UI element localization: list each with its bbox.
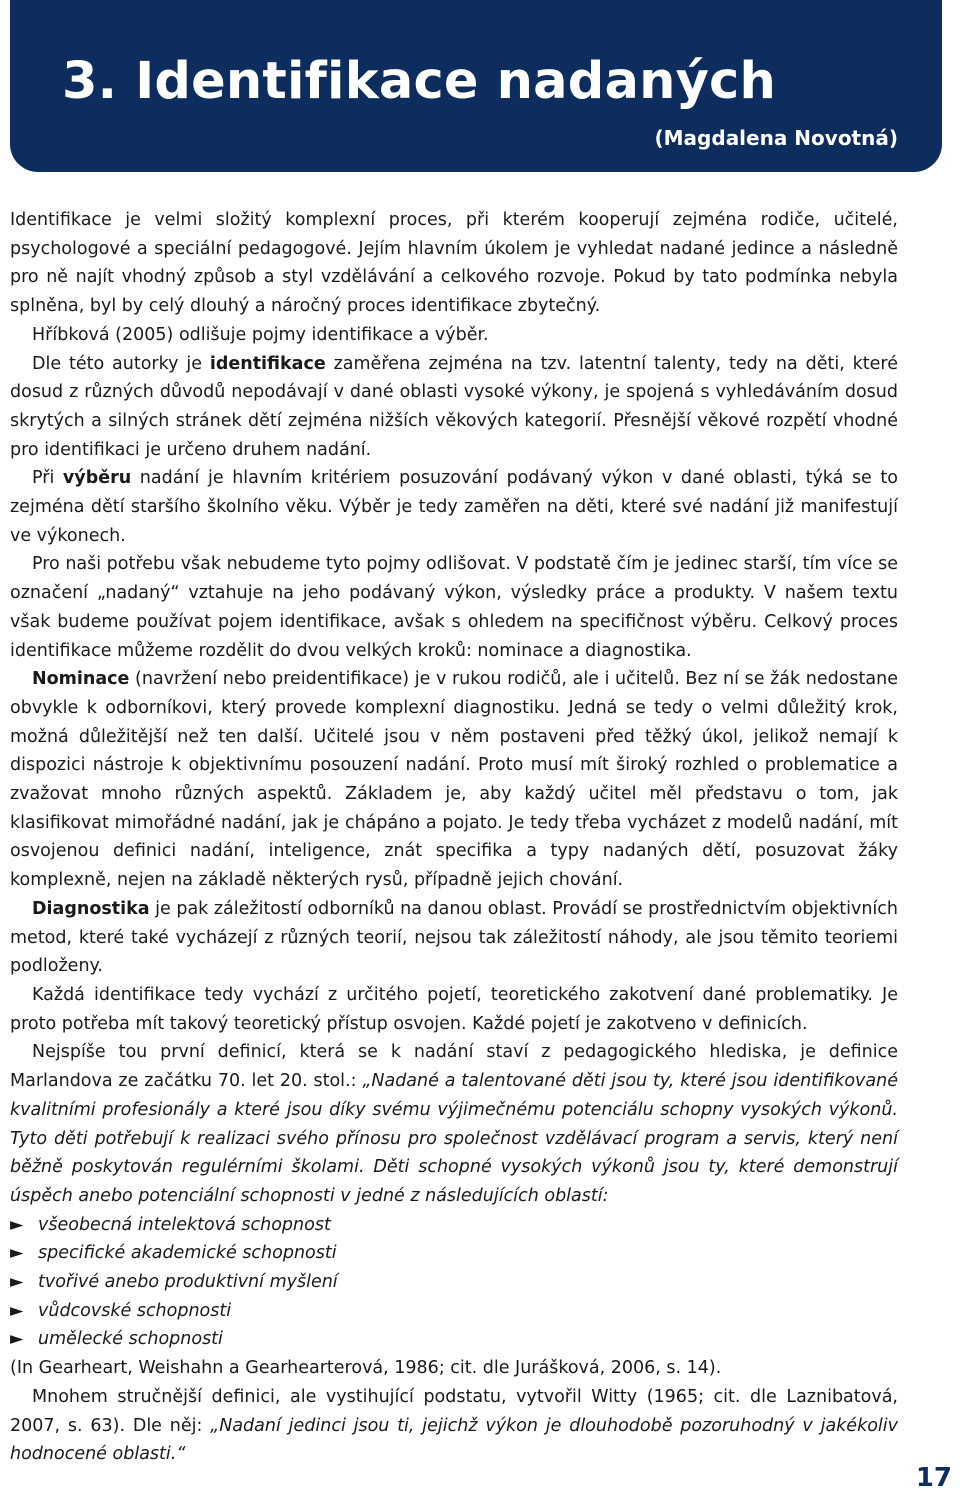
triangle-bullet-icon: ►	[10, 1272, 24, 1293]
text-span: zaměřena zejména na tzv. latentní talenty, tedy na děti, které dosud z různých důvodů nepodávají v dané oblasti vysoké výkony, je spojená s vyhledáváním dosud skrytých a silných stránek dětí zejména nižších věkových kategorií. Přesnější věkové rozpětí vhodné pro identifikaci je určeno druhem nadání.	[10, 353, 898, 460]
text-span: nadání je hlavním kritériem posuzování podávaný výkon v dané oblasti, týká se to zejména dětí staršího školního věku. Výběr je tedy zaměřen na děti, které své nadání již manifestují ve výkonech.	[10, 468, 898, 546]
paragraph-diagnostika	[10, 895, 898, 981]
paragraph-intro: Identifikace je velmi složitý komplexní proces, při kterém kooperují zejména rodiče, učitelé, psychologové a speciální pedagogové. Jejím hlavním úkolem je vyhledat nadané jedince a následně pro ně najít vhodný způsob a styl vzdělávání a celkového rozvoje. Pokud by tato podmínka nebyla splněna, byl by celý dlouhý a náročný proces identifikace zbytečný.	[10, 210, 898, 317]
paragraph-identifikace	[10, 350, 898, 465]
paragraph-vyber	[10, 464, 898, 550]
list-item-label: umělecké schopnosti	[38, 1329, 223, 1350]
triangle-bullet-icon: ►	[10, 1243, 24, 1264]
bold-term-identifikace: identifikace	[209, 353, 326, 374]
text-span: Dle této autorky je	[32, 353, 210, 374]
text-span: Nejspíše tou první definicí, která se k nadání staví z pedagogického hlediska, je definice Marlandova ze začátku 70. let 20. stol.:	[10, 1042, 898, 1092]
paragraph-witty	[10, 1383, 898, 1469]
paragraph-pojeti: Každá identifikace tedy vychází z určitého pojetí, teoretického zakotvení dané problematiky. Je proto potřeba mít takový teoretický přístup osvojen. Každé pojetí je zakotveno v definicích.	[10, 984, 898, 1034]
list-item	[10, 1325, 898, 1354]
chapter-author: (Magdalena Novotná)	[654, 126, 898, 150]
text-span: Mnohem stručnější definici, ale vystihující podstatu, vytvořil Witty (1965; cit. dle Laznibatová, 2007, s. 63). Dle něj:	[10, 1386, 898, 1436]
quote-marland: „Nadané a talentované děti jsou ty, které jsou identifikované kvalitními profesionály a které jsou díky svému výjimečnému potenciálu schopny vysokých výkonů. Tyto děti potřebují k realizaci svého přínosu pro společnost vzdělávací program a servis, který není běžně poskytován regulérními školami. Děti schopné vysokých výkonů jsou ty, které demonstrují úspěch anebo potenciální schopnosti v jedné z následujících oblastí:	[10, 1071, 898, 1206]
paragraph-marland	[10, 1038, 898, 1210]
list-item-label: tvořivé anebo produktivní myšlení	[38, 1272, 338, 1293]
bold-term-diagnostika: Diagnostika	[32, 898, 150, 919]
list-item-label: vůdcovské schopnosti	[38, 1300, 232, 1321]
list-item	[10, 1239, 898, 1268]
chapter-title: 3. Identifikace nadaných	[62, 52, 776, 111]
chapter-banner	[10, 0, 942, 172]
list-item	[10, 1211, 898, 1240]
triangle-bullet-icon: ►	[10, 1329, 24, 1350]
list-item	[10, 1297, 898, 1326]
list-item-label: všeobecná intelektová schopnost	[38, 1214, 331, 1235]
page-number: 17	[915, 1463, 952, 1493]
citation: (In Gearheart, Weishahn a Gearhearterová, 1986; cit. dle Jurášková, 2006, s. 14).	[10, 1358, 722, 1379]
body-text	[10, 206, 898, 1469]
bold-term-vyber: výběru	[62, 468, 132, 489]
list-item	[10, 1268, 898, 1297]
paragraph-hribkova: Hříbková (2005) odlišuje pojmy identifikace a výběr.	[32, 324, 489, 345]
text-span: Při	[32, 468, 63, 489]
text-span: (navržení nebo preidentifikace) je v rukou rodičů, ale i učitelů. Bez ní se žák nedostane obvykle k odborníkovi, který provede komplexní diagnostiku. Jedná se tedy o velmi důležitý krok, možná důležitější než ten další. Učitelé jsou v něm postaveni před těžký úkol, jelikož nemají k dispozici nástroje k objektivnímu posouzení nadání. Proto musí mít široký rozhled o problematice a zvažovat mnoho různých aspektů. Základem je, aby každý učitel měl představu o tom, jak klasifikovat mimořádné nadání, jak je chápáno a pojato. Je tedy třeba vycházet z modelů nadání, mít osvojenou definici nadání, inteligence, znát specifika a typy nadaných dětí, posuzovat žáky komplexně, nejen na základě některých rysů, případně jejich chování.	[10, 669, 898, 891]
paragraph-pojmy: Pro naši potřebu však nebudeme tyto pojmy odlišovat. V podstatě čím je jedinec starší, tím více se označení „nadaný“ vztahuje na jeho podávaný výkon, výsledky práce a produkty. V našem textu však budeme používat pojem identifikace, avšak s ohledem na specifičnost výběru. Celkový proces identifikace můžeme rozdělit do dvou velkých kroků: nominace a diagnostika.	[10, 554, 898, 661]
bullet-list	[10, 1211, 898, 1355]
paragraph-nominace	[10, 665, 898, 895]
triangle-bullet-icon: ►	[10, 1300, 24, 1321]
bold-term-nominace: Nominace	[32, 669, 130, 690]
quote-witty: „Nadaní jedinci jsou ti, jejichž výkon je dlouhodobě pozoruhodný v jakékoliv hodnocené oblasti.“	[10, 1415, 898, 1465]
list-item-label: specifické akademické schopnosti	[38, 1243, 337, 1264]
triangle-bullet-icon: ►	[10, 1214, 24, 1235]
text-span: je pak záležitostí odborníků na danou oblast. Provádí se prostřednictvím objektivních metod, které také vycházejí z různých teorií, nejsou tak záležitostí náhody, ale jsou těmito teoriemi podloženy.	[10, 898, 899, 977]
